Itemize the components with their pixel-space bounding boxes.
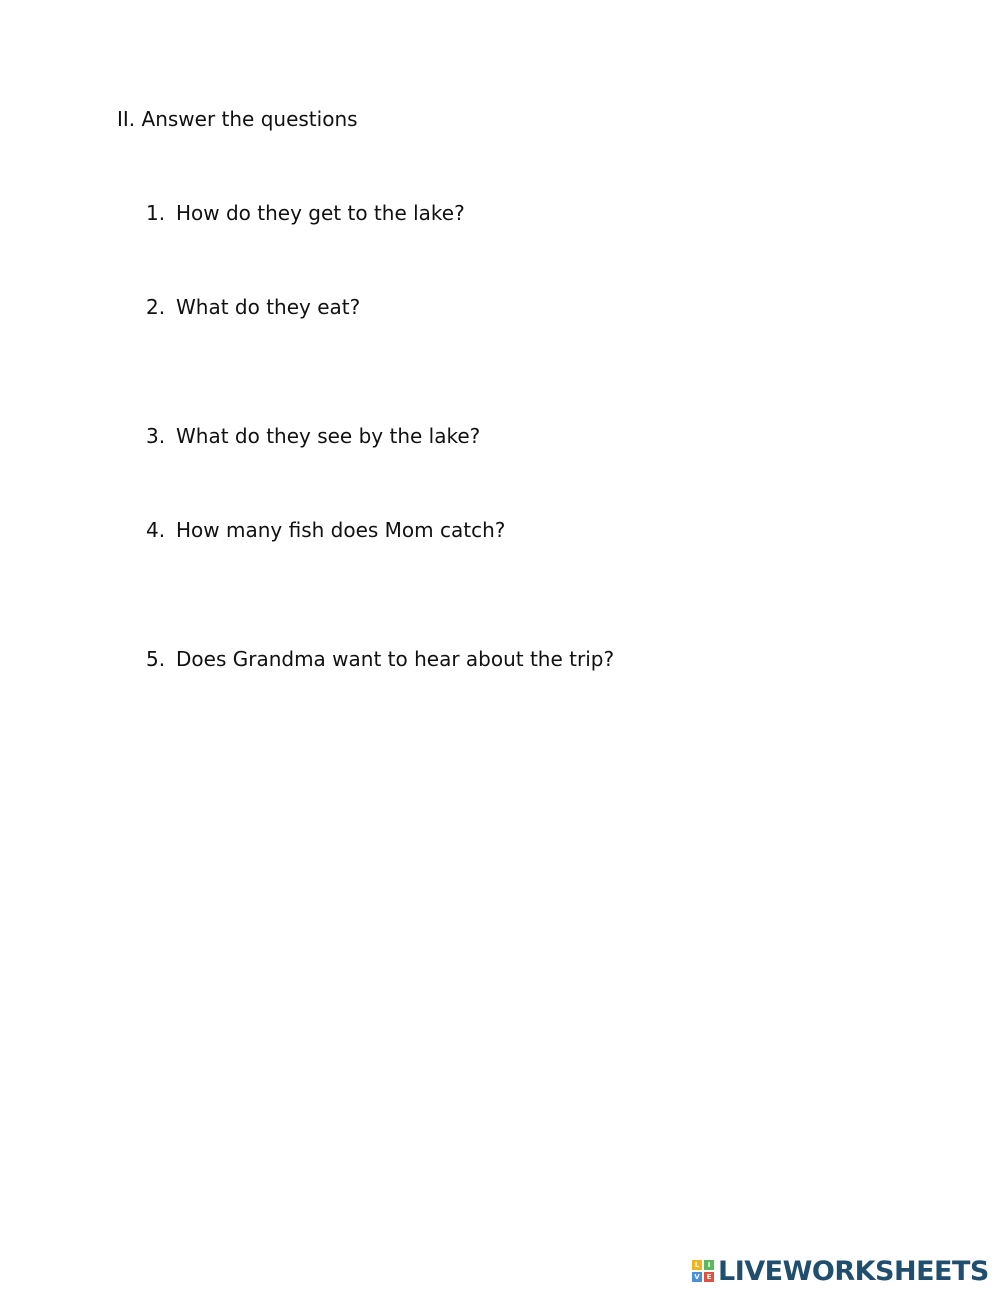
question-item [146, 645, 614, 673]
question-item [146, 422, 480, 450]
question-text: How do they get to the lake? [176, 201, 465, 225]
question-number: 2. [146, 295, 166, 319]
logo-block-e: E [704, 1272, 714, 1282]
question-number: 5. [146, 647, 166, 671]
logo-block-i: I [704, 1260, 714, 1270]
question-text: Does Grandma want to hear about the trip? [176, 647, 615, 671]
liveworksheets-logo [692, 1254, 989, 1288]
question-item [146, 199, 465, 227]
question-number: 3. [146, 424, 166, 448]
question-text: What do they see by the lake? [176, 424, 481, 448]
question-number: 1. [146, 201, 166, 225]
question-number: 4. [146, 518, 166, 542]
question-item [146, 293, 360, 321]
logo-text: LIVEWORKSHEETS [718, 1255, 989, 1287]
question-item [146, 516, 505, 544]
section-heading: II. Answer the questions [117, 107, 358, 131]
question-text: How many fish does Mom catch? [176, 518, 506, 542]
logo-block-v: V [692, 1272, 702, 1282]
logo-block-l: L [692, 1260, 702, 1270]
logo-blocks-icon [692, 1260, 714, 1282]
question-text: What do they eat? [176, 295, 361, 319]
